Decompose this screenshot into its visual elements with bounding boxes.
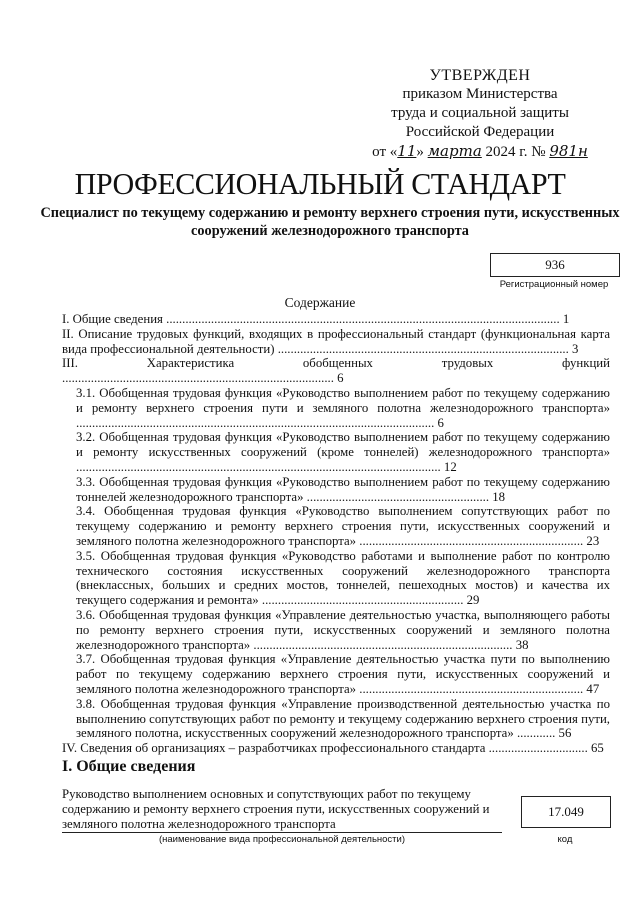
toc-entry[interactable]: 3.4. Обобщенная трудовая функция «Руководство выполнением сопутствующих работ по текущему содержанию и ремонту верхнего строения пути, искусственных сооружений и земляного полотна железнодорожного транспорта» ...................................................................... 23 (76, 504, 610, 548)
registration-label: Регистрационный номер (499, 279, 609, 290)
toc-entry[interactable]: 3.8. Обобщенная трудовая функция «Управление производственной деятельностью участка по выполнению сопутствующих работ по ремонту и текущему содержанию верхнего строения пути, земляного полотна, искусственных сооружений железнодорожного транспорта» ............ 56 (76, 696, 610, 741)
code-caption: код (557, 834, 573, 845)
toc-entry[interactable]: 3.2. Обобщенная трудовая функция «Руководство выполнением работ по текущему содержанию и ремонту искусственных сооружений (кроме тоннелей) железнодорожного транспорта» .................................................................................................................. 12 (76, 430, 610, 474)
document-subtitle: Специалист по текущему содержанию и ремонту верхнего строения пути, искусственных сооружений железнодорожного транспорта (40, 205, 620, 239)
toc-entry[interactable]: III. Характеристика обобщенных трудовых функций ..................................................................................... 6 (62, 356, 610, 386)
activity-code: 17.049 (521, 796, 611, 828)
activity-name: Руководство выполнением основных и сопутствующих работ по текущему содержанию и ремонту верхнего строения пути, искусственных сооружений и земляного полотна железнодорожного транспорта (62, 787, 490, 831)
activity-underline (62, 832, 502, 833)
document-title: ПРОФЕССИОНАЛЬНЫЙ СТАНДАРТ (74, 166, 566, 201)
toc-entry[interactable]: 3.7. Обобщенная трудовая функция «Управление деятельностью участка пути по выполнению работ по текущему содержанию верхнего строения пути, искусственных сооружений и земляного полотна железнодорожного транспорта» ...................................................................... 47 (76, 652, 610, 696)
toc-entry[interactable]: IV. Сведения об организациях – разработчиках профессионального стандарта ............................... 65 (62, 741, 604, 756)
activity-caption: (наименование вида профессиональной деятельности) (158, 834, 406, 845)
registration-number: 936 (490, 253, 620, 277)
toc-entry[interactable]: 3.1. Обобщенная трудовая функция «Руководство выполнением работ по текущему содержанию и ремонту верхнего строения пути и земляного полотна железнодорожного транспорта» ................................................................................................................ 6 (76, 385, 610, 430)
toc-entry[interactable]: II. Описание трудовых функций, входящих в профессиональный стандарт (функциональная карта вида профессиональной деятельности) ........................................................................................... 3 (62, 326, 610, 356)
date-month: марта (427, 142, 482, 160)
approved-label: УТВЕРЖДЕН (429, 67, 531, 84)
approval-date-line: от «11» марта 2024 г. № 981н (372, 142, 588, 160)
toc-entry[interactable]: 3.3. Обобщенная трудовая функция «Руководство выполнением работ по текущему содержанию тоннелей железнодорожного транспорта» ......................................................... 18 (76, 474, 610, 504)
toc-heading: Содержание (284, 295, 356, 310)
date-day: 11 (397, 142, 417, 160)
approved-country: Российской Федерации (405, 124, 555, 140)
toc-entry[interactable]: I. Общие сведения ........................................................................................................................... 1 (62, 312, 570, 326)
table-of-contents (62, 312, 610, 756)
toc-entry[interactable]: 3.6. Обобщенная трудовая функция «Управление деятельностью участка, выполняющего работы по ремонту верхнего строения пути, искусственных сооружений и земляного полотна железнодорожного транспорта» ................................................................................. 38 (76, 607, 610, 652)
date-prefix: от « (372, 144, 398, 160)
approved-by-order: приказом Министерства (402, 86, 558, 102)
date-year: 2024 г. № (481, 144, 550, 160)
approved-ministry: труда и социальной защиты (391, 105, 569, 121)
toc-entry[interactable]: 3.5. Обобщенная трудовая функция «Руководство работами и выполнение работ по контролю технического состояния искусственных сооружений железнодорожного транспорта (внеклассных, больших и средних мостов, тоннелей, пешеходных мостов) и качества их текущего содержания и ремонта» ............................................................... 29 (76, 548, 610, 608)
order-number: 981н (549, 142, 588, 160)
section-heading: I. Общие сведения (62, 758, 196, 775)
approval-block (360, 66, 600, 162)
